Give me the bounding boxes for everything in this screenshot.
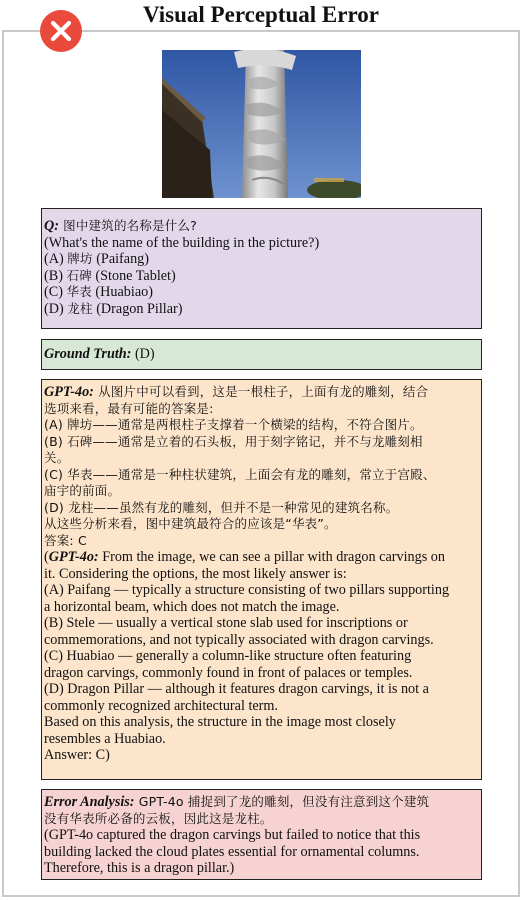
- answer-en-line: it. Considering the options, the most likely answer is:: [44, 565, 347, 582]
- error-analysis-zh-line: GPT-4o 捕捉到了龙的雕刻，但没有注意到这个建筑: [134, 794, 430, 809]
- answer-en-line: Answer: C): [44, 747, 110, 763]
- error-analysis-en-line: (GPT-4o captured the dragon carvings but failed to notice that this: [44, 827, 421, 843]
- answer-en-line: From the image, we can see a pillar with dragon carvings on: [98, 549, 445, 565]
- answer-en-line: commonly recognized architectural term.: [44, 697, 278, 714]
- question-box: [41, 208, 482, 329]
- answer-zh-line: (C) 华表——通常是一种柱状建筑，上面会有龙的雕刻，常立于宫殿、: [44, 466, 436, 482]
- answer-en-line: (C) Huabiao — generally a column-like structure often featuring: [44, 648, 412, 664]
- ground-truth-label: Ground Truth:: [44, 346, 132, 362]
- answer-label: GPT-4o:: [44, 384, 94, 400]
- answer-zh-line: 关。: [44, 450, 70, 465]
- question-text-en: (What's the name of the building in the picture?): [44, 234, 320, 251]
- answer-zh-line: 选项来看，最有可能的答案是:: [44, 400, 214, 416]
- error-analysis-box: [41, 789, 482, 880]
- answer-zh-line: (A) 牌坊——通常是两根柱子支撑着一个横梁的结构，不符合图片。: [44, 417, 423, 432]
- page-title: Visual Perceptual Error: [143, 2, 379, 27]
- ground-truth-box: [41, 339, 482, 370]
- option-b: (B) 石碑 (Stone Tablet): [44, 267, 176, 284]
- option-a: (A) 牌坊 (Paifang): [44, 251, 149, 267]
- pillar-photo: [162, 50, 361, 198]
- error-analysis-zh-line: 没有华表所必备的云板，因此这是龙柱。: [44, 810, 273, 826]
- answer-en-line: resembles a Huabiao.: [44, 730, 166, 747]
- question-text-zh: 图中建筑的名称是什么?: [58, 218, 197, 233]
- error-analysis-en-line: building lacked the cloud plates essential for ornamental columns.: [44, 843, 420, 860]
- answer-en-line: (D) Dragon Pillar — although it features dragon carvings, it is not a: [44, 681, 429, 697]
- answer-zh-line: 从这些分析来看，图中建筑最符合的应该是“华表”。: [44, 516, 337, 531]
- answer-en-line: (A) Paifang — typically a structure consisting of two pillars supporting: [44, 582, 450, 598]
- question-line: [44, 218, 479, 235]
- answer-en-line: dragon carvings, commonly found in front of palaces or temples.: [44, 664, 413, 681]
- answer-en-line: a horizontal beam, which does not match the image.: [44, 598, 340, 615]
- answer-zh-line: (D) 龙柱——虽然有龙的雕刻，但并不是一种常见的建筑名称。: [44, 499, 399, 515]
- answer-en-paren: (: [44, 549, 49, 565]
- answer-zh-line: (B) 石碑——通常是立着的石头板，用于刻字铭记，并不与龙雕刻相: [44, 433, 423, 449]
- answer-en-line: commemorations, and not typically associated with dragon carvings.: [44, 631, 434, 648]
- answer-en-line: (B) Stele — usually a vertical stone slab used for inscriptions or: [44, 615, 408, 631]
- answer-en-line: Based on this analysis, the structure in the image most closely: [44, 714, 396, 730]
- question-label: Q:: [44, 218, 59, 234]
- model-answer-box: [41, 379, 482, 780]
- error-analysis-en-line: Therefore, this is a dragon pillar.): [44, 860, 235, 876]
- ground-truth-value: (D): [131, 346, 155, 362]
- answer-en-label: GPT-4o:: [48, 549, 99, 565]
- error-analysis-label: Error Analysis:: [44, 794, 135, 810]
- option-d: (D) 龙柱 (Dragon Pillar): [44, 300, 183, 317]
- answer-zh-line: 从图片中可以看到，这是一根柱子，上面有龙的雕刻，结合: [93, 384, 429, 399]
- answer-zh-line: 庙宇的前面。: [44, 483, 121, 498]
- answer-zh-line: 答案: C: [44, 532, 87, 548]
- option-c: (C) 华表 (Huabiao): [44, 284, 153, 300]
